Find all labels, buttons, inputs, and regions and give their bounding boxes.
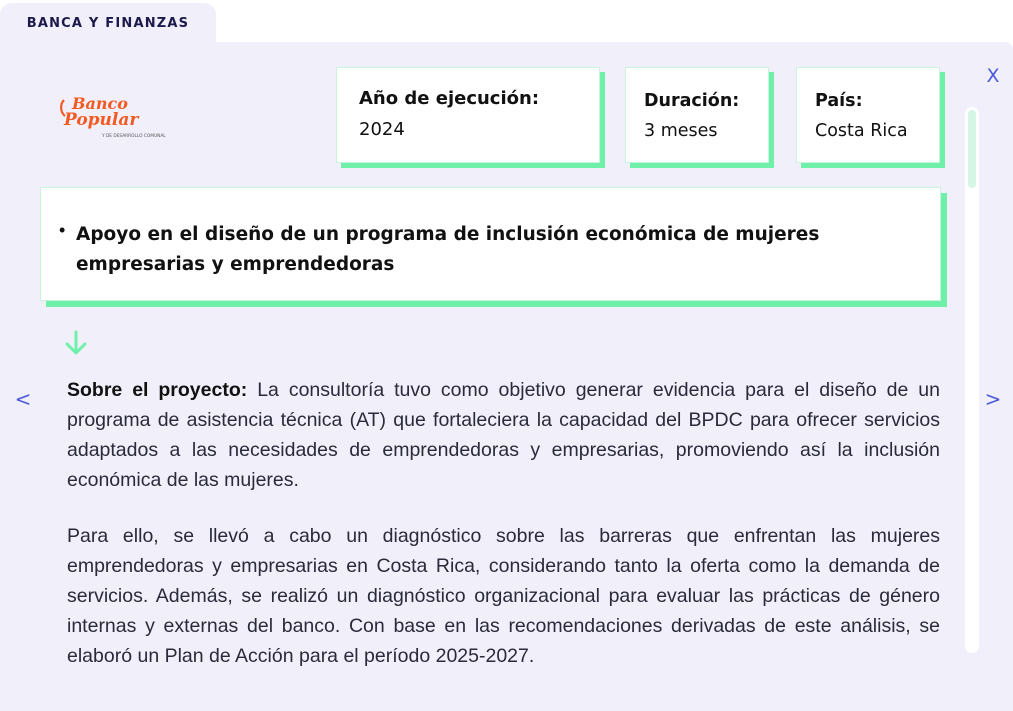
project-description [67, 375, 940, 697]
project-headline-card [40, 187, 941, 301]
scrollbar-thumb[interactable] [968, 110, 976, 188]
next-button[interactable]: > [984, 387, 1002, 411]
country-label: País: [815, 91, 863, 111]
previous-button[interactable]: < [14, 387, 32, 411]
logo-tagline: Y DE DESARROLLO COMUNAL [102, 134, 166, 139]
category-tab-label: BANCA Y FINANZAS [26, 15, 190, 31]
duration-card [625, 67, 769, 163]
project-title: Apoyo en el diseño de un programa de inclusión económica de mujeres empresarias y emprendedoras [76, 224, 820, 275]
execution-year-label: Año de ejecución: [359, 88, 540, 109]
execution-year-value: 2024 [359, 119, 405, 140]
about-paragraph [67, 375, 940, 495]
duration-value: 3 meses [644, 121, 718, 141]
banco-popular-logo [58, 92, 178, 140]
country-card [796, 67, 940, 163]
category-tab[interactable] [0, 3, 216, 43]
logo-line1: Banco [72, 94, 128, 113]
duration-label: Duración: [644, 91, 740, 111]
about-text: La consultoría tuvo como objetivo generar evidencia para el diseño de un programa de asistencia técnica (AT) que fortaleciera la capacidad del BPDC para ofrecer servicios adaptados a las necesidades de emprendedoras y empresarias, promoviendo así la inclusión económica de las mujeres. [67, 379, 940, 491]
scrollbar-track[interactable] [965, 107, 979, 653]
close-button[interactable]: X [986, 65, 1000, 87]
about-label: Sobre el proyecto: [67, 379, 248, 401]
method-paragraph: Para ello, se llevó a cabo un diagnóstico sobre las barreras que enfrentan las mujeres emprendedoras y empresarias en Costa Rica, considerando tanto la oferta como la demanda de servicios. Además, se realizó un diagnóstico organizacional para evaluar las prácticas de género internas y externas del banco. Con base en las recomendaciones derivadas de este análisis, se elaboró un Plan de Acción para el período 2025-2027. [67, 525, 940, 667]
execution-year-card [336, 67, 600, 163]
country-value: Costa Rica [815, 121, 908, 141]
bullet-icon: • [59, 220, 66, 240]
logo-line2: Popular [64, 110, 139, 130]
arrow-down-icon [64, 330, 88, 356]
